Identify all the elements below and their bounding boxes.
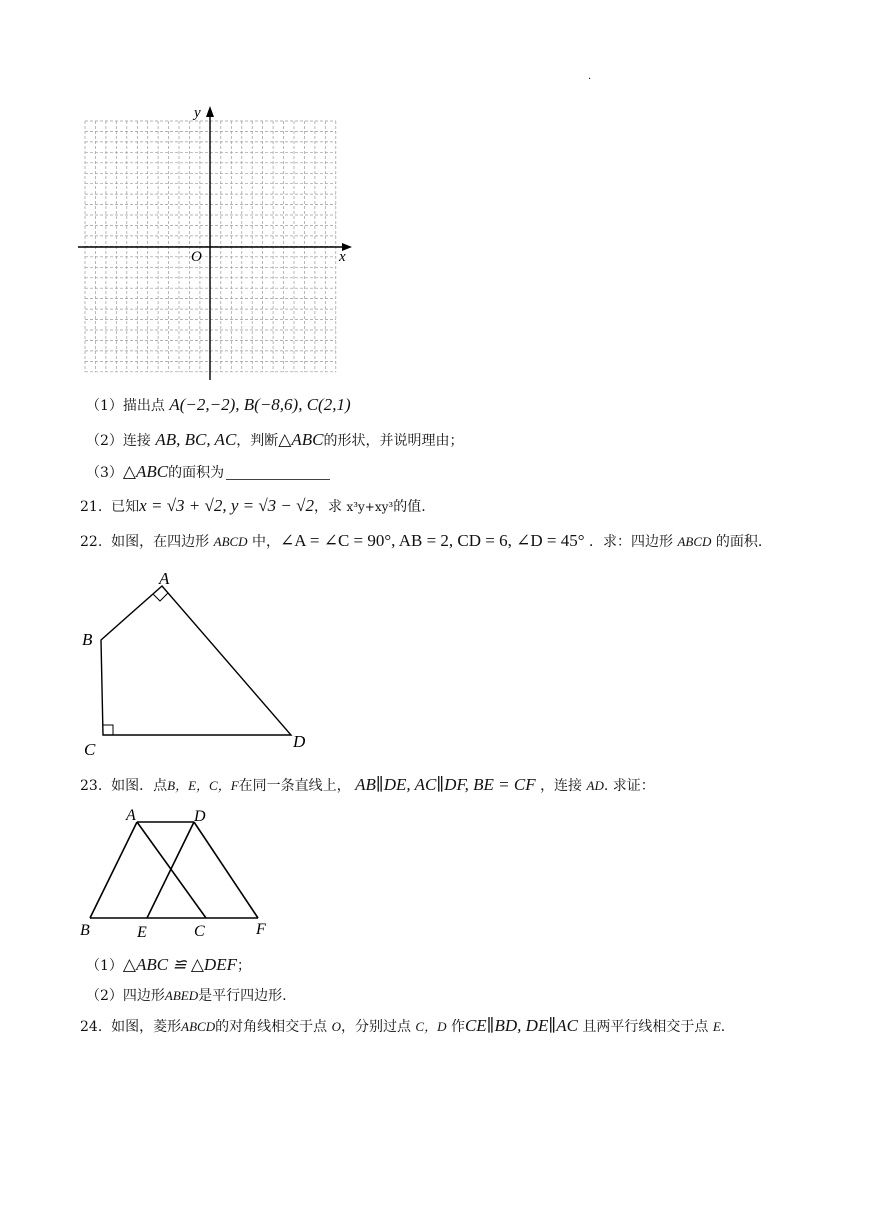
- q24-text-e: 且两平行线相交于点: [582, 1019, 709, 1035]
- q21-expr: x³y+xy³: [346, 500, 394, 514]
- q20-part2: [86, 430, 463, 451]
- label-a: A: [126, 807, 136, 824]
- line-de: [147, 822, 194, 918]
- q23-text-b: 在同一条直线上，: [238, 778, 351, 794]
- q22-text-c: ．求：四边形: [589, 534, 673, 550]
- header-mark: ·: [588, 74, 592, 85]
- q22-number: 22.: [80, 534, 103, 550]
- q22-shape-name-2: ABCD: [677, 534, 712, 549]
- answer-blank: [226, 465, 330, 480]
- q23-part1-math: △ABC ≌ △DEF: [122, 955, 237, 974]
- q20-part1-label: （1）: [86, 398, 123, 414]
- line-ab: [90, 822, 137, 918]
- label-c: C: [84, 740, 96, 759]
- q24-math: CE∥BD, DE∥AC: [464, 1016, 578, 1035]
- q23-points: B，E，C，F: [167, 778, 239, 793]
- label-e: E: [137, 924, 147, 941]
- q20-part2-text-a: 连接: [122, 433, 151, 449]
- q24-points: C，D: [415, 1019, 447, 1034]
- q22: [80, 531, 762, 552]
- q23-math: AB∥DE, AC∥DF, BE = CF: [355, 775, 536, 794]
- q24: [80, 1016, 725, 1037]
- q23-part2-text-a: 四边形: [122, 988, 165, 1004]
- q23-part1-label: （1）: [86, 958, 123, 974]
- label-b: B: [82, 630, 93, 649]
- q20-part1-text: 描出点: [122, 398, 165, 414]
- label-d: D: [293, 732, 306, 751]
- q23-part2-shape: ABED: [164, 988, 199, 1003]
- q23: [80, 775, 655, 796]
- q23-part1-end: ；: [236, 958, 251, 974]
- coordinate-grid-figure: [74, 100, 364, 385]
- q23-seg: AD: [586, 778, 604, 793]
- q21-text-a: 已知: [111, 499, 140, 515]
- q20-part3-label: （3）: [86, 465, 123, 481]
- q21-text-c: 的值.: [393, 499, 426, 515]
- y-axis-label: y: [194, 105, 201, 121]
- q20-part2-label: （2）: [86, 433, 123, 449]
- label-f: F: [256, 921, 266, 938]
- parallelogram-figure: [76, 803, 286, 943]
- q22-text-d: 的面积.: [715, 534, 763, 550]
- q20-part3-math: △ABC: [122, 462, 169, 481]
- q21-text-b: ，求: [313, 499, 342, 515]
- q24-number: 24.: [80, 1019, 103, 1035]
- q22-text-b: 中，: [252, 534, 281, 550]
- q20-part2-math-b: △ABC: [278, 430, 324, 449]
- quadrilateral-abcd: [101, 586, 291, 735]
- q23-part2-text-b: 是平行四边形.: [198, 988, 287, 1004]
- q23-text-d: . 求证：: [603, 778, 655, 794]
- q20-part3-text: 的面积为: [168, 465, 225, 481]
- q20-part3: [86, 462, 330, 483]
- x-axis-label: x: [339, 249, 346, 265]
- label-c: C: [194, 923, 205, 940]
- q23-part2: [86, 986, 287, 1006]
- q23-part2-label: （2）: [86, 988, 123, 1004]
- q20-part2-math-a: AB, BC, AC: [155, 430, 237, 449]
- q20-part2-text-b: ，判断: [236, 433, 279, 449]
- q20-part2-text-c: 的形状，并说明理由；: [323, 433, 464, 449]
- q24-text-b: 的对角线相交于点: [215, 1019, 328, 1035]
- q24-shape: ABCD: [181, 1019, 216, 1034]
- origin-label: O: [191, 249, 202, 265]
- q22-math: ∠A = ∠C = 90°, AB = 2, CD = 6, ∠D = 45°: [280, 531, 585, 550]
- q24-point-e: E: [712, 1019, 721, 1034]
- q21-math: x = √3 + √2, y = √3 − √2: [139, 496, 314, 515]
- q24-text-d: 作: [450, 1019, 465, 1035]
- label-d: D: [194, 808, 206, 825]
- right-angle-mark-a: [153, 593, 168, 601]
- q22-shape-name: ABCD: [213, 534, 248, 549]
- q24-text-f: .: [720, 1019, 726, 1035]
- quadrilateral-abcd-figure: [76, 565, 326, 760]
- q21: [80, 496, 426, 517]
- q20-part1-math: A(−2,−2), B(−8,6), C(2,1): [169, 395, 351, 414]
- label-a: A: [159, 569, 170, 588]
- y-axis-arrow: [206, 106, 214, 117]
- q23-part1: [86, 955, 251, 976]
- q24-point-o: O: [331, 1019, 341, 1034]
- q23-text-a: 如图．点: [111, 778, 168, 794]
- q23-text-c: ，连接: [540, 778, 583, 794]
- q24-text-c: ，分别过点: [340, 1019, 411, 1035]
- q21-number: 21.: [80, 499, 103, 515]
- right-angle-mark-c: [103, 725, 113, 735]
- q23-number: 23.: [80, 778, 103, 794]
- q22-text-a: 如图，在四边形: [111, 534, 210, 550]
- label-b: B: [80, 922, 90, 939]
- line-ac: [137, 822, 206, 918]
- q24-text-a: 如图，菱形: [111, 1019, 182, 1035]
- q20-part1: [86, 395, 351, 416]
- line-df: [194, 822, 258, 918]
